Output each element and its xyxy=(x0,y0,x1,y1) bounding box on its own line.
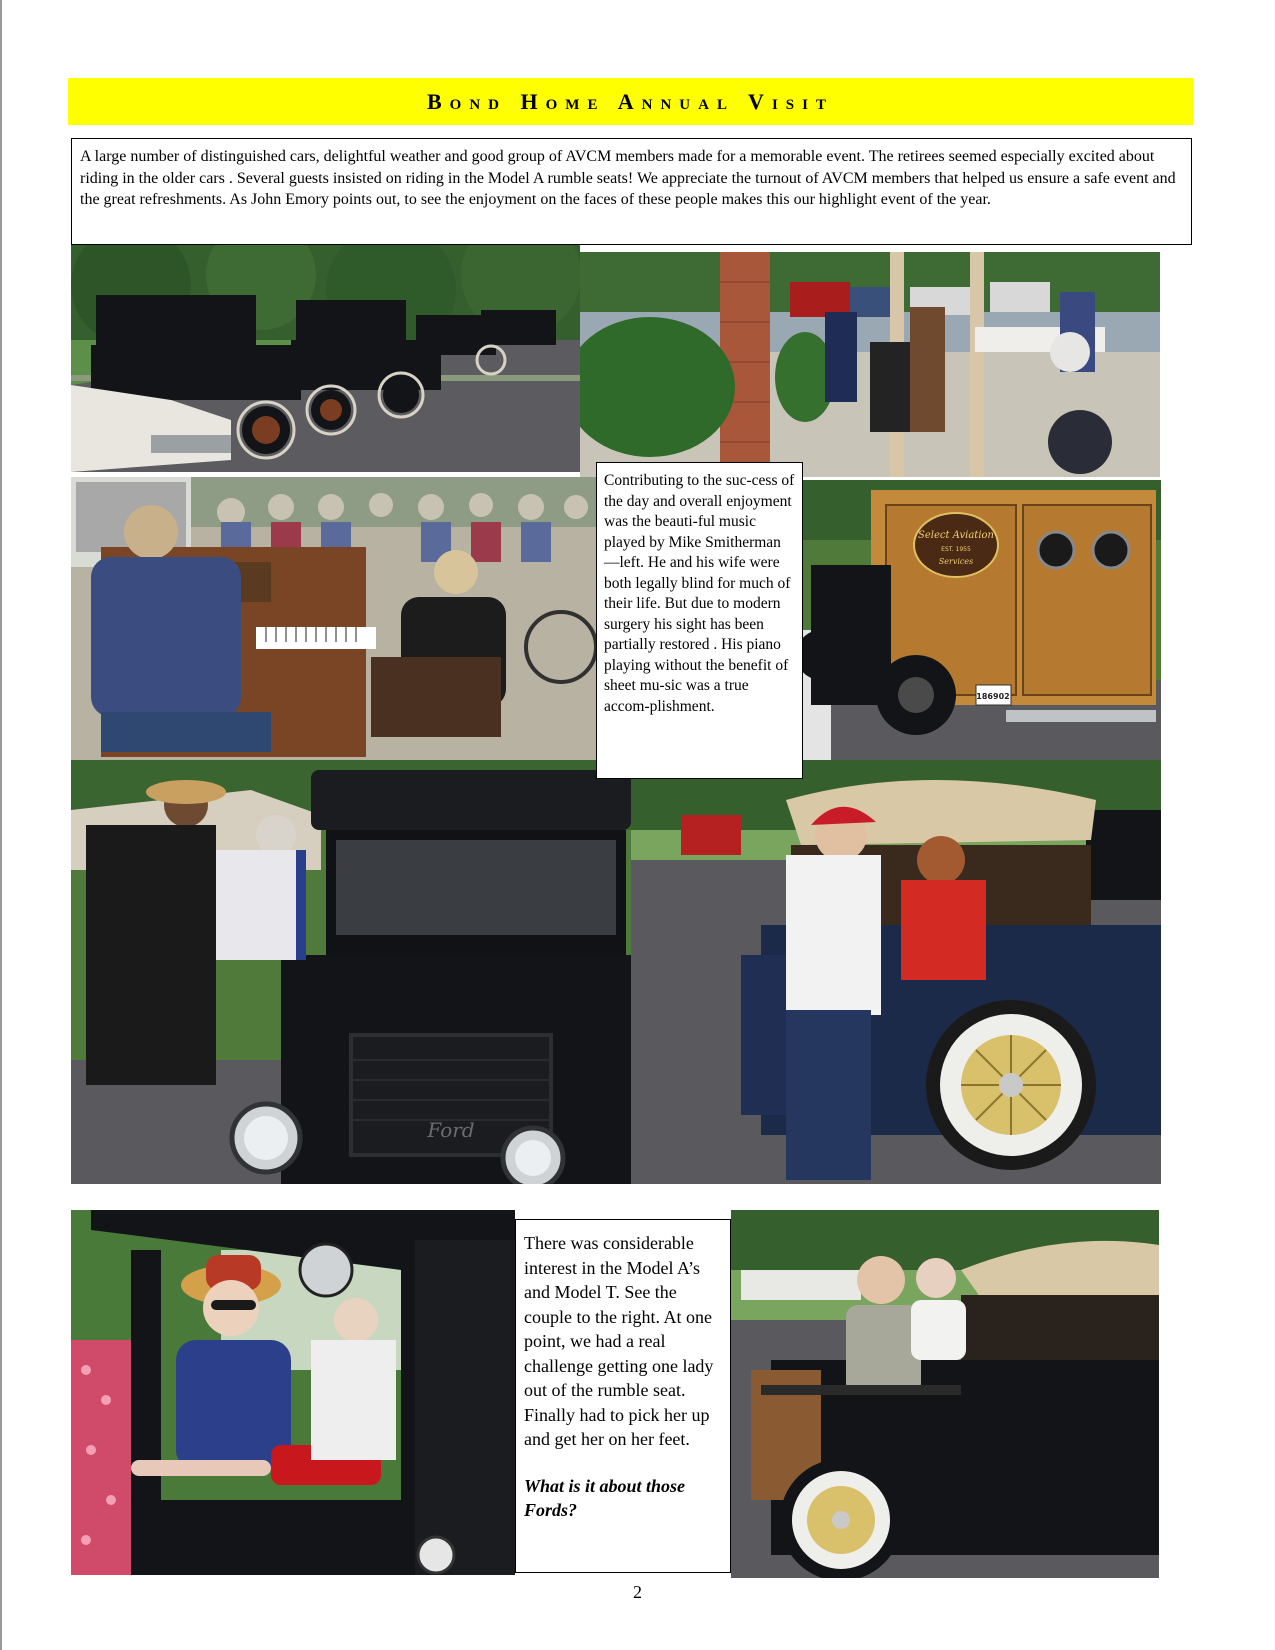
photo-model-t-front xyxy=(71,760,631,1184)
woody-sign-sub: EST. 1955 xyxy=(941,546,971,553)
woody-sign-text: Select Aviation xyxy=(918,530,994,541)
woody-sign-sub2: Services xyxy=(938,557,974,566)
woody-license-plate: 186902 xyxy=(976,692,1010,701)
page-number: 2 xyxy=(633,1582,642,1602)
caption-piano-player: Contributing to the suc-cess of the day and overall enjoyment was the beauti-ful music played by Mike Smitherman—left. He and his wife were both legally blind for much of their life. But due to modern surgery his sight has been partially restored . His piano playing without the benefit of sheet mu-sic was a true accom-plishment. xyxy=(596,462,803,779)
photo-model-a-couple xyxy=(631,760,1161,1184)
intro-text-box: A large number of distinguished cars, delightful weather and good group of AVCM members made for a memorable event. The retirees seemed especially excited about riding in the older cars . Several guests insisted on riding in the Model A rumble seats! We appreciate the turnout of AVCM members that helped us ensure a safe event and the great refreshments. As John Emory points out, to see the enjoyment on the faces of these people makes this our highlight event of the year. xyxy=(71,138,1192,245)
photo-woody-panel-truck xyxy=(791,480,1161,760)
page-title: Bond Home Annual Visit xyxy=(427,88,834,114)
photo-antique-cars-lineup xyxy=(71,245,580,472)
photo-porch-refreshments xyxy=(580,252,1160,477)
caption-model-a-model-t xyxy=(515,1219,731,1573)
ford-grille-script: Ford xyxy=(427,1118,475,1142)
title-banner xyxy=(68,78,1193,125)
photo-lady-in-model-t xyxy=(71,1210,515,1575)
caption-model-a-closing: What is it about those Fords? xyxy=(524,1475,686,1520)
photo-model-a-rumble-seat xyxy=(731,1210,1159,1578)
photo-piano-audience xyxy=(71,477,596,760)
caption-model-a-body: There was considerable interest in the Model A’s and Model T. See the couple to the right. At one point, we had a real challenge getting one lady out of the rumble seat. Finally had to pick her up and get her on her feet. xyxy=(524,1233,714,1449)
page-left-rule xyxy=(0,0,2,1650)
